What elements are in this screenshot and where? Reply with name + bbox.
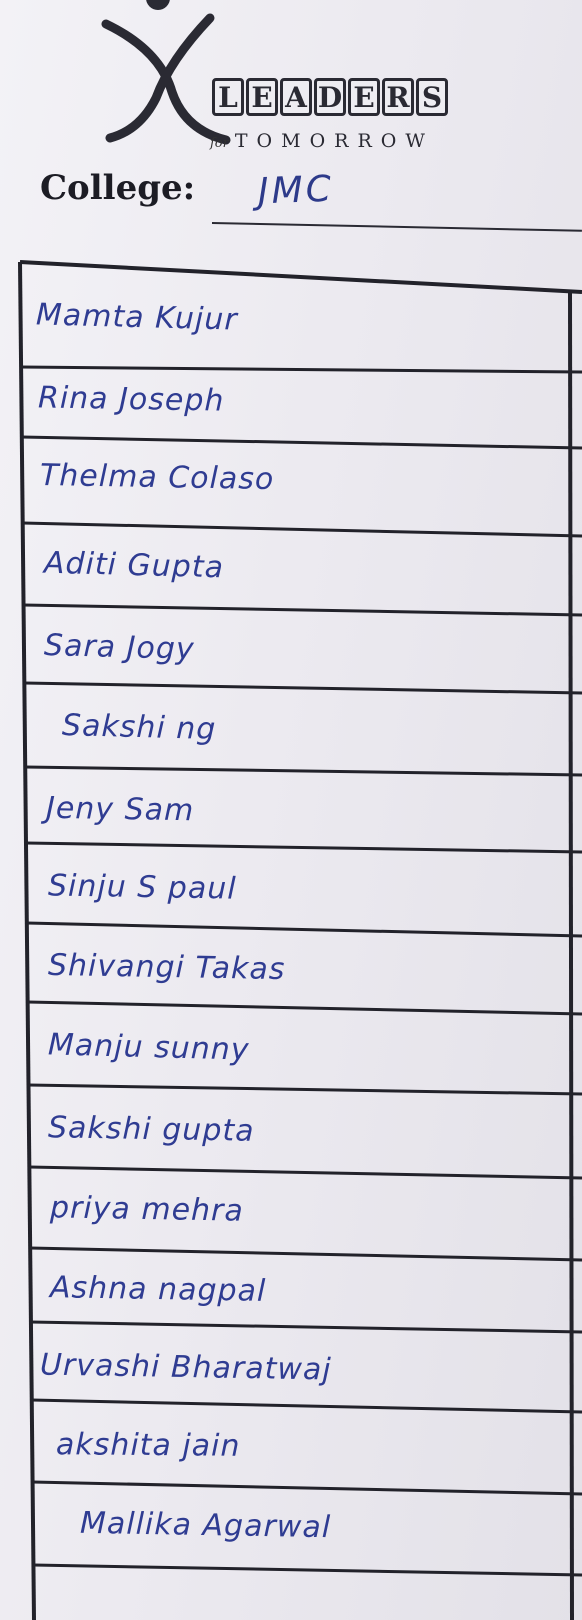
name-entry: Ashna nagpal: [49, 1270, 267, 1309]
brand-letter: E: [348, 78, 380, 116]
brand-letter: A: [280, 78, 312, 116]
brand-letter: S: [416, 78, 448, 116]
brand-letter: E: [246, 78, 278, 116]
name-entry: Sinju S paul: [47, 868, 237, 907]
brand-letter: D: [314, 78, 346, 116]
brand-tomorrow-text: TOMORROW: [234, 130, 434, 152]
name-entry: Manju sunny: [47, 1027, 251, 1068]
name-entry: Mamta Kujur: [35, 297, 239, 338]
name-entry: Sakshi gupta: [47, 1110, 255, 1149]
brand-for-text: for: [210, 136, 229, 151]
name-entry: Sara Jogy: [43, 628, 196, 667]
name-entry: Shivangi Takas: [47, 947, 286, 988]
college-label: College:: [40, 168, 196, 208]
brand-letter: L: [212, 78, 244, 116]
college-value: JMC: [257, 168, 335, 213]
brand-letter: R: [382, 78, 414, 116]
name-entry: Urvashi Bharatwaj: [39, 1347, 332, 1388]
name-entry: Thelma Colaso: [39, 457, 275, 498]
name-entry: Rina Joseph: [37, 380, 225, 419]
name-entry: Sakshi ng: [61, 707, 217, 748]
name-entry: Aditi Gupta: [43, 545, 225, 586]
name-entry: priya mehra: [49, 1190, 245, 1229]
name-entry: Mallika Agarwal: [79, 1505, 332, 1546]
name-entry: Jeny Sam: [45, 790, 195, 829]
name-entry: akshita jain: [55, 1427, 241, 1464]
